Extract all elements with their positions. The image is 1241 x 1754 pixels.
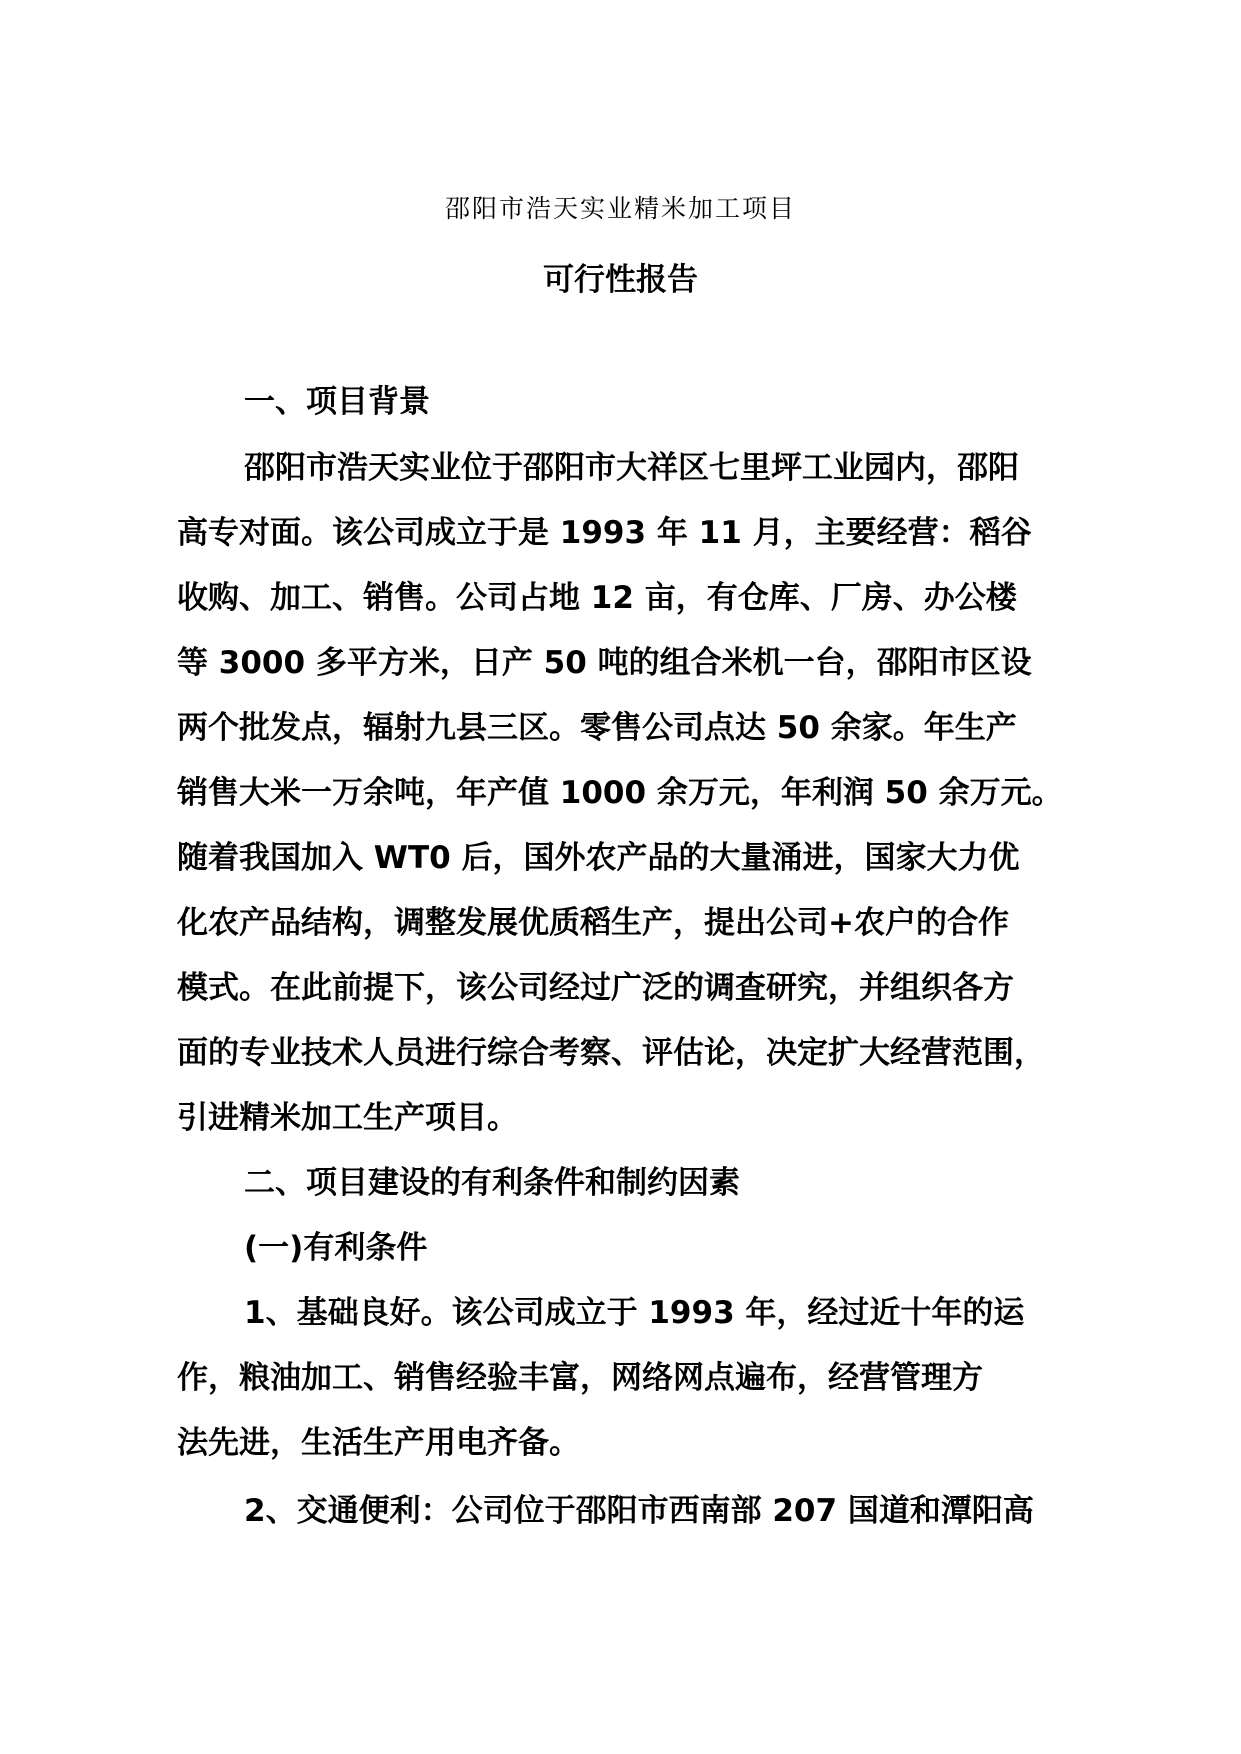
paragraph-line: 随着我国加入 WT0 后，国外农产品的大量涌进，国家大力优 — [177, 840, 1020, 876]
section-heading-background: 一、项目背景 — [244, 384, 430, 420]
paragraph-line: 模式。在此前提下，该公司经过广泛的调查研究，并组织各方 — [177, 970, 1014, 1006]
document-subtitle: 可行性报告 — [543, 262, 698, 298]
paragraph-line: 作，粮油加工、销售经验丰富，网络网点遍布，经营管理方 — [177, 1360, 983, 1396]
section-heading-conditions: 二、项目建设的有利条件和制约因素 — [244, 1165, 740, 1201]
paragraph-line: 高专对面。该公司成立于是 1993 年 11 月，主要经营：稻谷 — [177, 515, 1032, 551]
paragraph-line: 化农产品结构，调整发展优质稻生产，提出公司+农户的合作 — [177, 905, 1009, 941]
subsection-heading-favorable: (一)有利条件 — [244, 1230, 428, 1266]
paragraph-line: 等 3000 多平方米，日产 50 吨的组合米机一台，邵阳市区设 — [177, 645, 1032, 681]
paragraph-line: 销售大米一万余吨，年产值 1000 余万元，年利润 50 余万元。 — [177, 775, 1063, 811]
paragraph-line: 2、交通便利：公司位于邵阳市西南部 207 国道和潭阳高 — [244, 1493, 1034, 1529]
paragraph-line: 邵阳市浩天实业位于邵阳市大祥区七里坪工业园内，邵阳 — [244, 450, 1019, 486]
paragraph-line: 两个批发点，辐射九县三区。零售公司点达 50 余家。年生产 — [177, 710, 1017, 746]
paragraph-line: 收购、加工、销售。公司占地 12 亩，有仓库、厂房、办公楼 — [177, 580, 1017, 616]
paragraph-line: 法先进，生活生产用电齐备。 — [177, 1425, 580, 1461]
paragraph-line: 引进精米加工生产项目。 — [177, 1100, 518, 1136]
document-title: 邵阳市浩天实业精米加工项目 — [444, 194, 796, 223]
paragraph-line: 面的专业技术人员进行综合考察、评估论，决定扩大经营范围， — [177, 1035, 1045, 1071]
paragraph-line: 1、基础良好。该公司成立于 1993 年，经过近十年的运 — [244, 1295, 1025, 1331]
